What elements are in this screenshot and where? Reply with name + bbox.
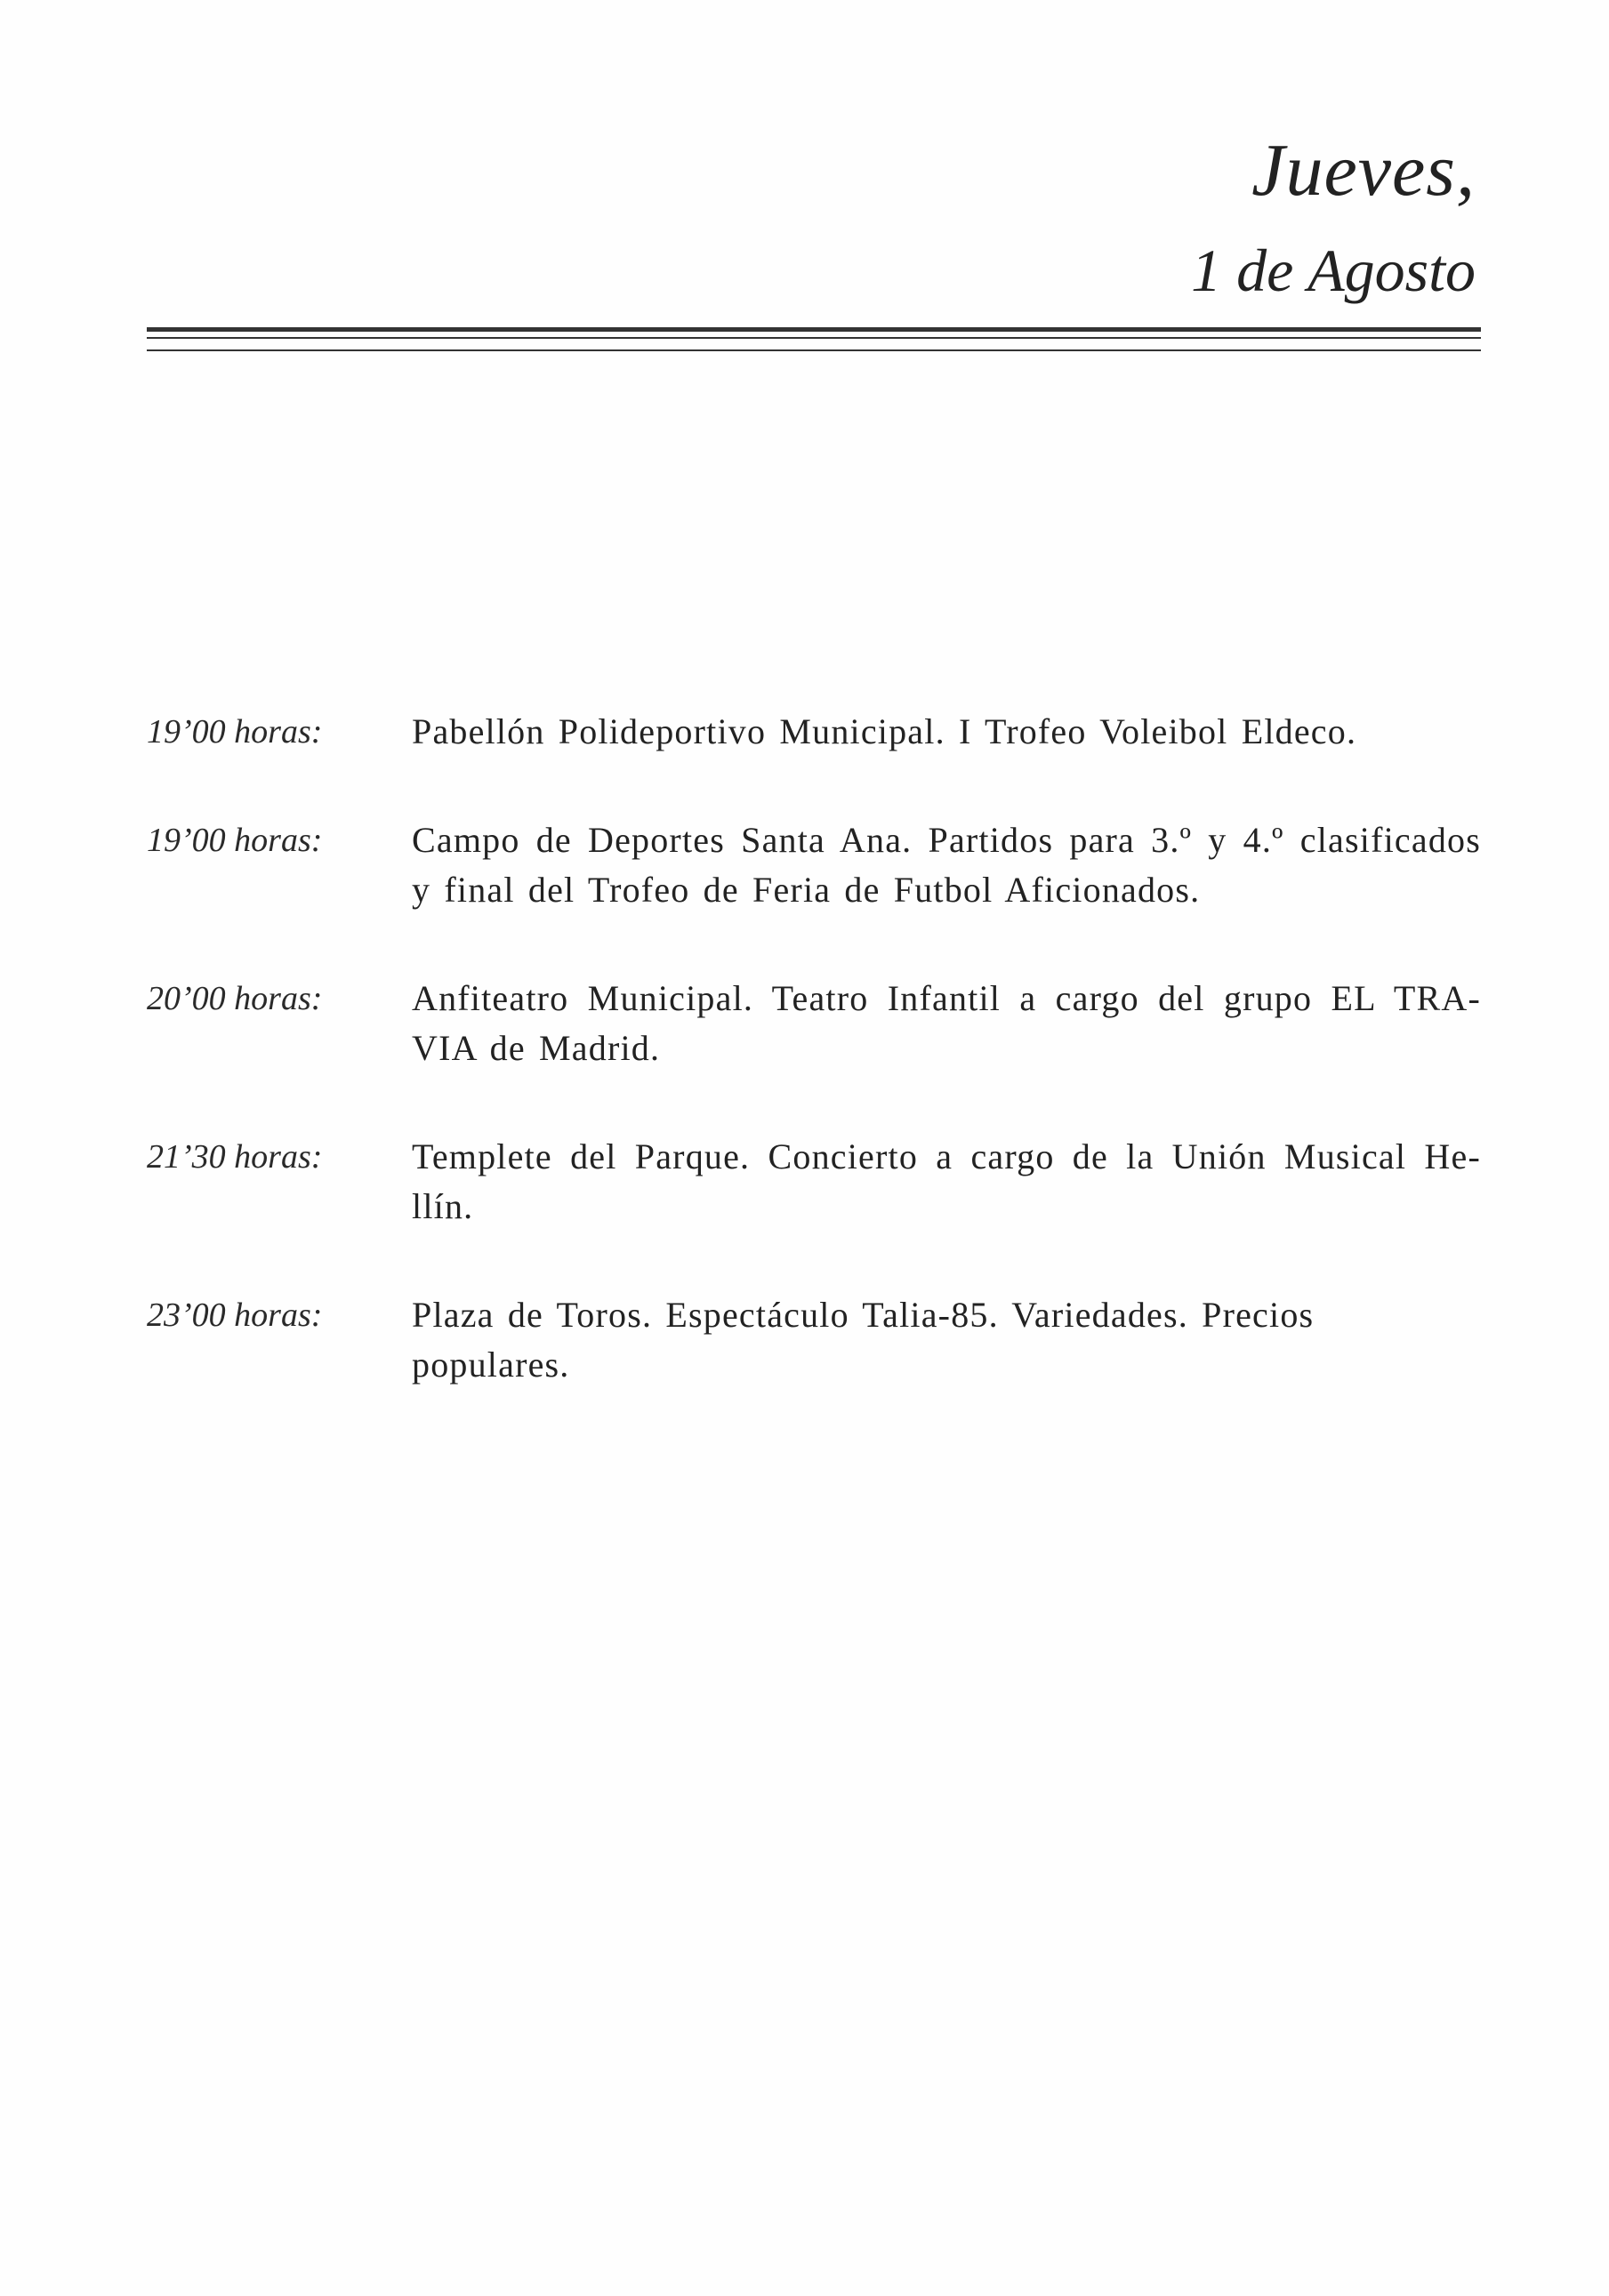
entry-time: 21’30 horas: bbox=[147, 1138, 323, 1176]
entry-description-line: populares. bbox=[412, 1345, 570, 1385]
schedule-entry bbox=[147, 1132, 1481, 1232]
entry-description bbox=[412, 974, 1481, 1073]
entry-time: 20’00 horas: bbox=[147, 980, 323, 1017]
entry-description bbox=[412, 707, 1481, 757]
entry-time: 19’00 horas: bbox=[147, 713, 323, 751]
entry-time: 23’00 horas: bbox=[147, 1297, 323, 1334]
entry-description bbox=[412, 815, 1481, 915]
date-heading: 1 de Agosto bbox=[1191, 237, 1476, 304]
day-heading: Jueves, bbox=[1251, 129, 1476, 212]
schedule-entry bbox=[147, 1290, 1481, 1390]
entry-time: 19’00 horas: bbox=[147, 822, 323, 859]
entry-description-line: Plaza de Toros. Espectáculo Talia-85. Variedades. Precios bbox=[412, 1295, 1315, 1335]
entry-description-line: Pabellón Polideportivo Municipal. I Trofeo Voleibol Eldeco. bbox=[412, 711, 1357, 751]
divider-line-thick bbox=[147, 327, 1481, 332]
entry-description-line: Templete del Parque. Concierto a cargo de la Unión Musical He- bbox=[412, 1136, 1481, 1176]
schedule-entry bbox=[147, 815, 1481, 915]
entry-description-line: Anfiteatro Municipal. Teatro Infantil a cargo del grupo EL TRA- bbox=[412, 978, 1481, 1018]
entry-description bbox=[412, 1132, 1481, 1232]
divider-line-middle bbox=[147, 337, 1481, 339]
entry-description bbox=[412, 1290, 1481, 1390]
entry-description-line: y final del Trofeo de Feria de Futbol Aficionados. bbox=[412, 870, 1201, 910]
entry-description-line: llín. bbox=[412, 1186, 474, 1226]
schedule-list bbox=[147, 707, 1481, 1390]
entry-description-line: Campo de Deportes Santa Ana. Partidos para 3.º y 4.º clasificados bbox=[412, 820, 1481, 860]
schedule-entry bbox=[147, 707, 1481, 757]
header-divider bbox=[147, 327, 1481, 351]
divider-line-thin bbox=[147, 349, 1481, 351]
entry-description-line: VIA de Madrid. bbox=[412, 1028, 661, 1068]
schedule-entry bbox=[147, 974, 1481, 1073]
page-header bbox=[1191, 129, 1476, 304]
